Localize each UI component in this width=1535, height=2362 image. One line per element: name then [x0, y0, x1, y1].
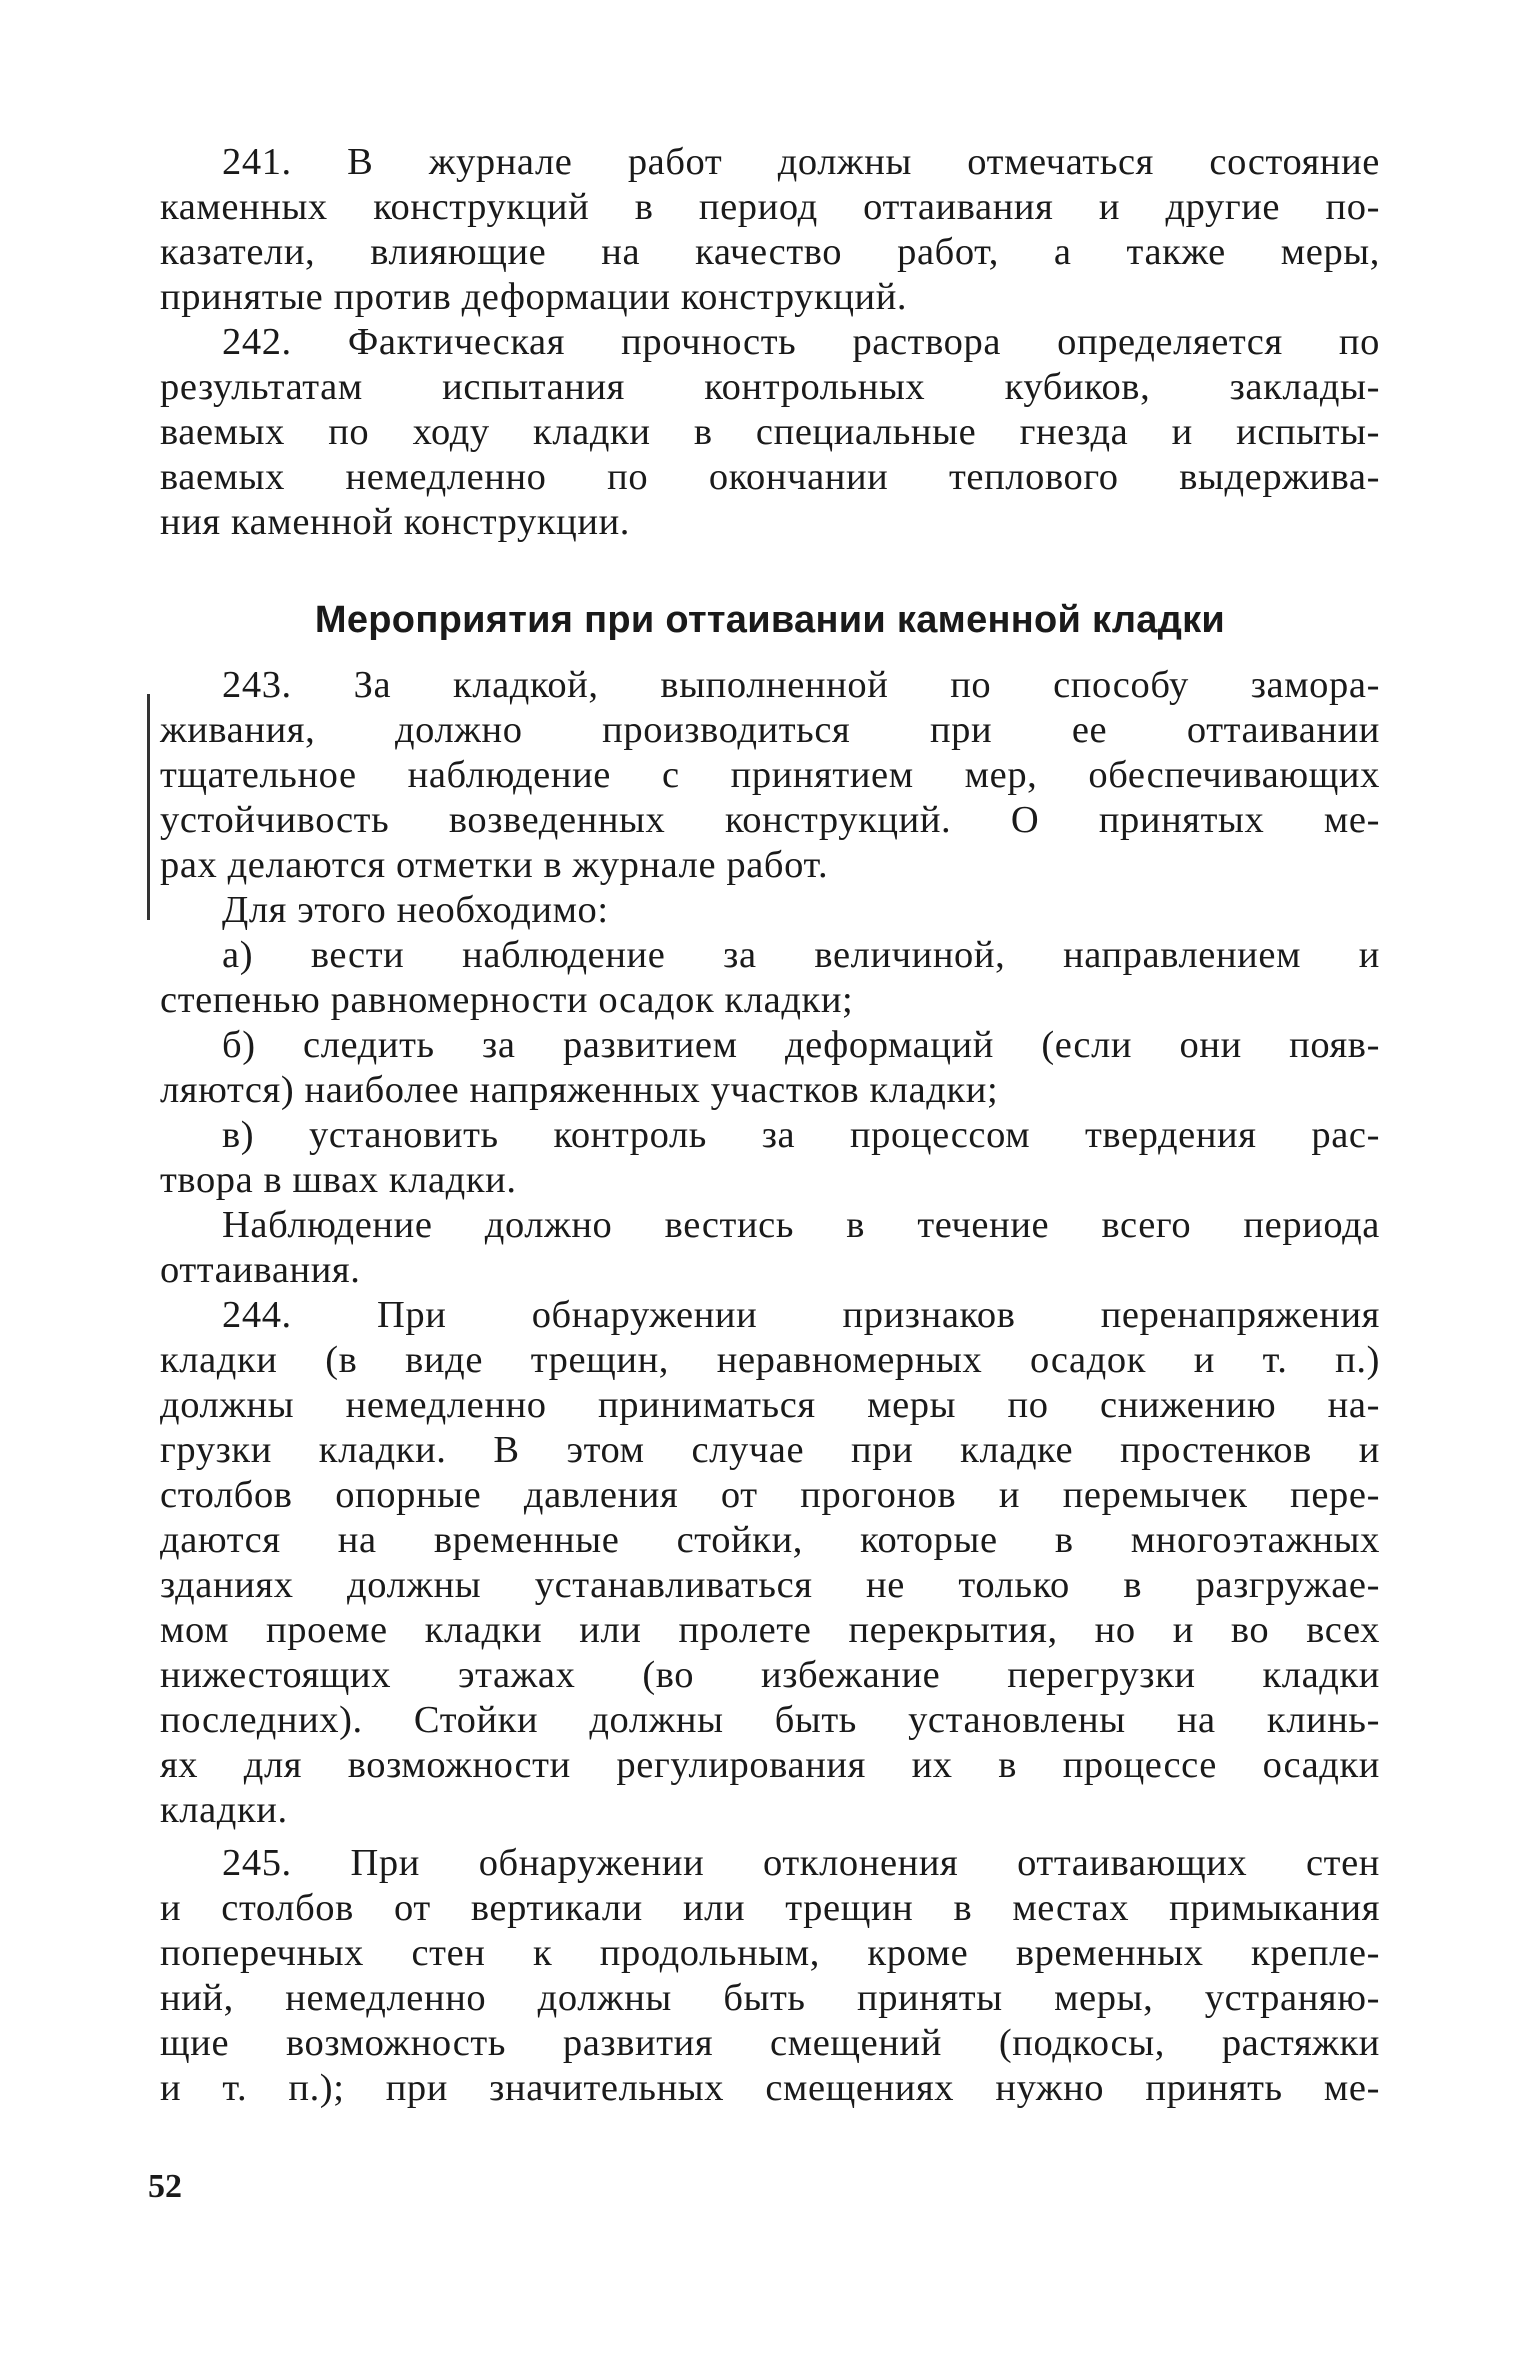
- text-line: столбов опорные давления от прогонов и перемычек пере-: [160, 1474, 1380, 1516]
- text-line: грузки кладки. В этом случае при кладке простенков и: [160, 1429, 1380, 1471]
- text-line: тщательное наблюдение с принятием мер, обеспечивающих: [160, 754, 1380, 796]
- paragraph-242: [160, 320, 1380, 545]
- text-line: Для этого необходимо:: [222, 889, 609, 931]
- text-line: живания, должно производиться при ее оттаивании: [160, 709, 1380, 751]
- text-line: ния каменной конструкции.: [160, 501, 631, 543]
- text-line: кладки (в виде трещин, неравномерных осадок и т. п.): [160, 1339, 1380, 1381]
- text-line: Наблюдение должно вестись в течение всего периода: [222, 1204, 1380, 1246]
- text-line: а) вести наблюдение за величиной, направлением и: [222, 934, 1380, 976]
- paragraph-241: [160, 140, 1380, 320]
- text-line: устойчивость возведенных конструкций. О принятых ме-: [160, 799, 1380, 841]
- text-line: б) следить за развитием деформаций (если они появ-: [222, 1024, 1380, 1066]
- text-line: поперечных стен к продольным, кроме временных крепле-: [160, 1932, 1380, 1974]
- text-line: ваемых немедленно по окончании теплового выдержива-: [160, 456, 1380, 498]
- text-line: степенью равномерности осадок кладки;: [160, 979, 854, 1021]
- text-line: результатам испытания контрольных кубиков, заклады-: [160, 366, 1380, 408]
- text-line: рах делаются отметки в журнале работ.: [160, 844, 829, 886]
- text-line: ляются) наиболее напряженных участков кладки;: [160, 1069, 999, 1111]
- text-line: ваемых по ходу кладки в специальные гнезда и испыты-: [160, 411, 1380, 453]
- text-line: и столбов от вертикали или трещин в местах примыкания: [160, 1887, 1380, 1929]
- text-line: 242. Фактическая прочность раствора определяется по: [222, 321, 1380, 363]
- text-line: 241. В журнале работ должны отмечаться состояние: [222, 141, 1380, 183]
- margin-marker-line: [147, 694, 150, 920]
- text-line: щие возможность развития смещений (подкосы, растяжки: [160, 2022, 1380, 2064]
- text-line: казатели, влияющие на качество работ, а также меры,: [160, 231, 1380, 273]
- text-line: ний, немедленно должны быть приняты меры, устраняю-: [160, 1977, 1380, 2019]
- text-line: принятые против деформации конструкций.: [160, 276, 908, 318]
- list-item-a: [160, 933, 1380, 1023]
- text-line: и т. п.); при значительных смещениях нужно принять ме-: [160, 2067, 1380, 2109]
- list-item-b: [160, 1023, 1380, 1113]
- text-line: каменных конструкций в период оттаивания и другие по-: [160, 186, 1380, 228]
- paragraph-observe: [160, 1203, 1380, 1293]
- text-line: 244. При обнаружении признаков перенапряжения: [222, 1294, 1380, 1336]
- text-line: зданиях должны устанавливаться не только в разгружае-: [160, 1564, 1380, 1606]
- paragraph-245: [160, 1841, 1380, 2111]
- section-heading: Мероприятия при оттаивании каменной кладки: [314, 599, 1226, 641]
- text-line: мом проеме кладки или пролете перекрытия, но и во всех: [160, 1609, 1380, 1651]
- text-line: 245. При обнаружении отклонения оттаивающих стен: [222, 1842, 1380, 1884]
- text-line: кладки.: [160, 1789, 288, 1831]
- paragraph-necessary: [160, 888, 1380, 933]
- text-line: 243. За кладкой, выполненной по способу замора-: [222, 664, 1380, 706]
- text-line: должны немедленно приниматься меры по снижению на-: [160, 1384, 1380, 1426]
- text-line: нижестоящих этажах (во избежание перегрузки кладки: [160, 1654, 1380, 1696]
- page-number: 52: [148, 2168, 182, 2205]
- page-body: [160, 140, 1380, 2111]
- text-line: ях для возможности регулирования их в процессе осадки: [160, 1744, 1380, 1786]
- paragraph-243: [160, 663, 1380, 888]
- text-line: твора в швах кладки.: [160, 1159, 517, 1201]
- text-line: оттаивания.: [160, 1249, 361, 1291]
- paragraph-244: [160, 1293, 1380, 1833]
- text-line: последних). Стойки должны быть установлены на клинь-: [160, 1699, 1380, 1741]
- text-line: в) установить контроль за процессом твердения рас-: [222, 1114, 1380, 1156]
- text-line: даются на временные стойки, которые в многоэтажных: [160, 1519, 1380, 1561]
- list-item-c: [160, 1113, 1380, 1203]
